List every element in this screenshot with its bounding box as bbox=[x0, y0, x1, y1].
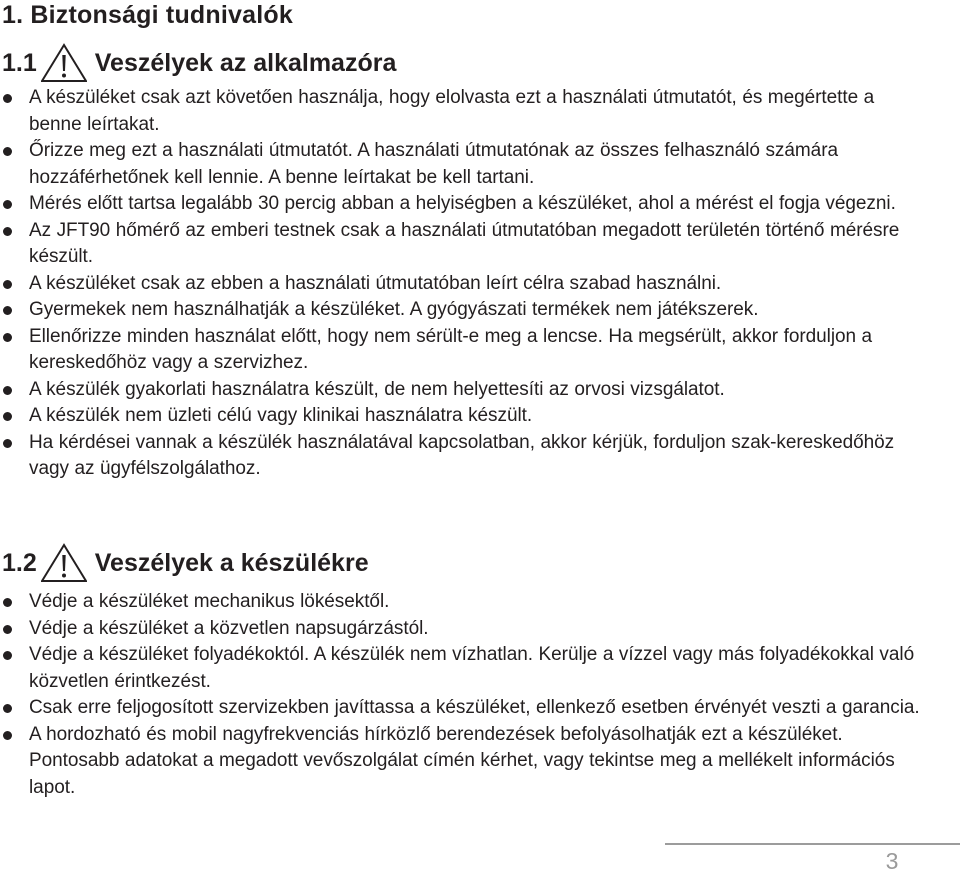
list-item-text: Őrizze meg ezt a használati útmutatót. A használati útmutatónak az összes felhasználó számára hozzáférhetőnek kell lennie. A benne leírtakat be kell tartani. bbox=[29, 140, 838, 188]
list-item-text: A készüléket csak az ebben a használati útmutatóban leírt célra szabad használni. bbox=[29, 272, 722, 294]
list-item-text: Gyermekek nem használhatják a készüléket. A gyógyászati termékek nem játékszerek. bbox=[29, 299, 759, 320]
list-item-text: Védje a készüléket mechanikus lökésektől. bbox=[29, 591, 390, 612]
section-number: 1.2 bbox=[2, 549, 37, 577]
list-item-text: Ha kérdései vannak a készülék használatával kapcsolatban, akkor kérjük, forduljon szak-kereskedőhöz vagy az ügyfélszolgálathoz. bbox=[29, 431, 895, 479]
list-item-text: A készülék gyakorlati használatra készült, de nem helyettesíti az orvosi vizsgálatot. bbox=[29, 378, 725, 400]
list-item bbox=[0, 589, 920, 616]
bullet-icon bbox=[3, 306, 12, 315]
bullet-icon bbox=[3, 439, 12, 448]
bullet-icon bbox=[3, 651, 12, 660]
list-item bbox=[0, 85, 920, 138]
bullet-icon bbox=[3, 386, 12, 395]
bullet-icon bbox=[3, 200, 12, 209]
list-item-text: A készülék nem üzleti célú vagy klinikai használatra készült. bbox=[29, 405, 533, 426]
bullet-icon bbox=[3, 704, 12, 713]
bullet-icon bbox=[3, 147, 12, 156]
list-item bbox=[0, 191, 920, 218]
section-title: Veszélyek a készülékre bbox=[94, 549, 369, 577]
hazards-device-list bbox=[0, 589, 920, 801]
warning-triangle-icon bbox=[41, 543, 87, 583]
list-item-text: Mérés előtt tartsa legalább 30 percig abban a helyiségben a készüléket, ahol a mérést el fogja végezni. bbox=[29, 193, 896, 214]
list-item-text: Ellenőrizze minden használat előtt, hogy nem sérült-e meg a lencse. Ha megsérült, akkor forduljon a kereskedőhöz vagy a szervizhez. bbox=[29, 325, 873, 373]
list-item bbox=[0, 218, 920, 271]
section-heading-1-1 bbox=[2, 43, 396, 83]
section-heading-1-2 bbox=[2, 543, 369, 583]
section-number: 1.1 bbox=[2, 49, 37, 77]
list-item-text: Védje a készüléket a közvetlen napsugárzástól. bbox=[29, 617, 429, 639]
section-title: Veszélyek az alkalmazóra bbox=[94, 49, 397, 77]
list-item-text: Védje a készüléket folyadékoktól. A készülék nem vízhatlan. Kerülje a vízzel vagy más folyadékokkal való közvetlen érintkezést. bbox=[29, 644, 915, 692]
list-item bbox=[0, 271, 920, 298]
list-item bbox=[0, 722, 920, 802]
list-item bbox=[0, 377, 920, 404]
list-item-text: A hordozható és mobil nagyfrekvenciás hírközlő berendezések befolyásolhatják ezt a készüléket. Pontosabb adatokat a megadott vevőszolgálat címén kérhet, vagy tekintse meg a mellékelt információs lapot. bbox=[29, 723, 895, 798]
bullet-icon bbox=[3, 625, 12, 634]
list-item-text: Az JFT90 hőmérő az emberi testnek csak a használati útmutatóban megadott területén történő mérésre készült. bbox=[29, 219, 900, 267]
warning-triangle-icon bbox=[41, 43, 87, 83]
bullet-icon bbox=[3, 731, 12, 740]
list-item bbox=[0, 642, 920, 695]
bullet-icon bbox=[3, 598, 12, 607]
list-item bbox=[0, 138, 920, 191]
list-item bbox=[0, 324, 920, 377]
hazards-user-list bbox=[0, 85, 920, 483]
footer-divider bbox=[665, 843, 960, 845]
page-number: 3 bbox=[885, 848, 899, 874]
list-item bbox=[0, 430, 920, 483]
bullet-icon bbox=[3, 227, 12, 236]
bullet-icon bbox=[3, 94, 12, 103]
list-item bbox=[0, 616, 920, 643]
bullet-icon bbox=[3, 412, 12, 421]
list-item bbox=[0, 695, 920, 722]
bullet-icon bbox=[3, 333, 12, 342]
page-title: 1. Biztonsági tudnivalók bbox=[2, 1, 293, 29]
bullet-icon bbox=[3, 280, 12, 289]
list-item-text: A készüléket csak azt követően használja, hogy elolvasta ezt a használati útmutatót, és megértette a benne leírtakat. bbox=[29, 87, 875, 135]
list-item bbox=[0, 297, 920, 324]
list-item-text: Csak erre feljogosított szervizekben javíttassa a készüléket, ellenkező esetben érvényét veszti a garancia. bbox=[29, 697, 920, 718]
list-item bbox=[0, 403, 920, 430]
